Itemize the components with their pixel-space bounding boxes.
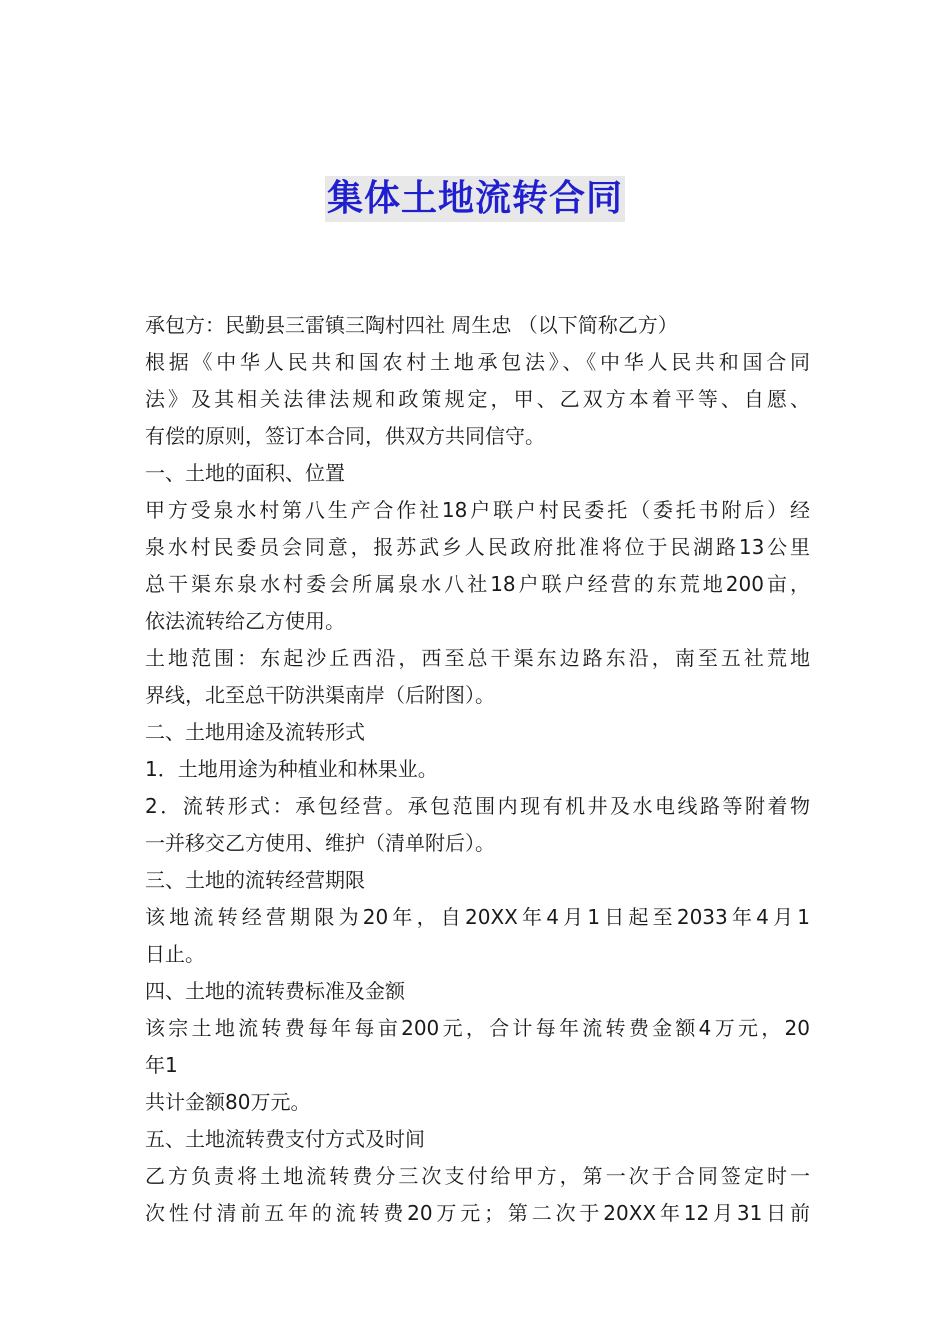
paragraph-line: 界线，北至总干防洪渠南岸（后附图）。 bbox=[145, 683, 495, 707]
contractor-line: 承包方：民勤县三雷镇三陶村四社 周生忠 （以下简称乙方） bbox=[145, 313, 678, 337]
section-heading-2: 二、土地用途及流转形式 bbox=[145, 720, 365, 744]
paragraph-line: 总干渠东泉水村委会所属泉水八社18户联户经营的东荒地200亩， bbox=[145, 572, 810, 596]
paragraph-line: 该地流转经营期限为20年，自20XX年4月1日起至2033年4月1 bbox=[145, 905, 810, 929]
list-item-1: 1．土地用途为种植业和林果业。 bbox=[145, 757, 438, 781]
section-heading-5: 五、土地流转费支付方式及时间 bbox=[145, 1127, 425, 1151]
preamble-line-1: 根据《中华人民共和国农村土地承包法》、《中华人民共和国合同 bbox=[145, 350, 810, 374]
paragraph-line: 该宗土地流转费每年每亩200元，合计每年流转费金额4万元，20 bbox=[145, 1016, 810, 1040]
document-body bbox=[145, 307, 810, 1232]
paragraph-line: 土地范围：东起沙丘西沿，西至总干渠东边路东沿，南至五社荒地 bbox=[145, 646, 810, 670]
section-heading-4: 四、土地的流转费标准及金额 bbox=[145, 979, 405, 1003]
preamble-line-3: 有偿的原则，签订本合同，供双方共同信守。 bbox=[145, 424, 545, 448]
section-heading-1: 一、土地的面积、位置 bbox=[145, 461, 345, 485]
section-heading-3: 三、土地的流转经营期限 bbox=[145, 868, 365, 892]
paragraph-line: 甲方受泉水村第八生产合作社18户联户村民委托（委托书附后）经 bbox=[145, 498, 810, 522]
paragraph-line: 共计金额80万元。 bbox=[145, 1090, 311, 1114]
paragraph-line: 年1 bbox=[145, 1053, 178, 1077]
paragraph-line: 日止。 bbox=[145, 942, 205, 966]
paragraph-line: 乙方负责将土地流转费分三次支付给甲方，第一次于合同签定时一 bbox=[145, 1164, 810, 1188]
title-area bbox=[0, 176, 950, 222]
list-item-2: 2．流转形式：承包经营。承包范围内现有机井及水电线路等附着物 bbox=[145, 794, 810, 818]
paragraph-line: 泉水村民委员会同意，报苏武乡人民政府批准将位于民湖路13公里 bbox=[145, 535, 810, 559]
preamble-line-2: 法》及其相关法律法规和政策规定，甲、乙双方本着平等、自愿、 bbox=[145, 387, 810, 411]
list-item-2-cont: 一并移交乙方使用、维护（清单附后）。 bbox=[145, 831, 495, 855]
document-title: 集体土地流转合同 bbox=[325, 176, 625, 222]
paragraph-line: 依法流转给乙方使用。 bbox=[145, 609, 345, 633]
paragraph-line: 次性付清前五年的流转费20万元；第二次于20XX年12月31日前 bbox=[145, 1201, 810, 1225]
